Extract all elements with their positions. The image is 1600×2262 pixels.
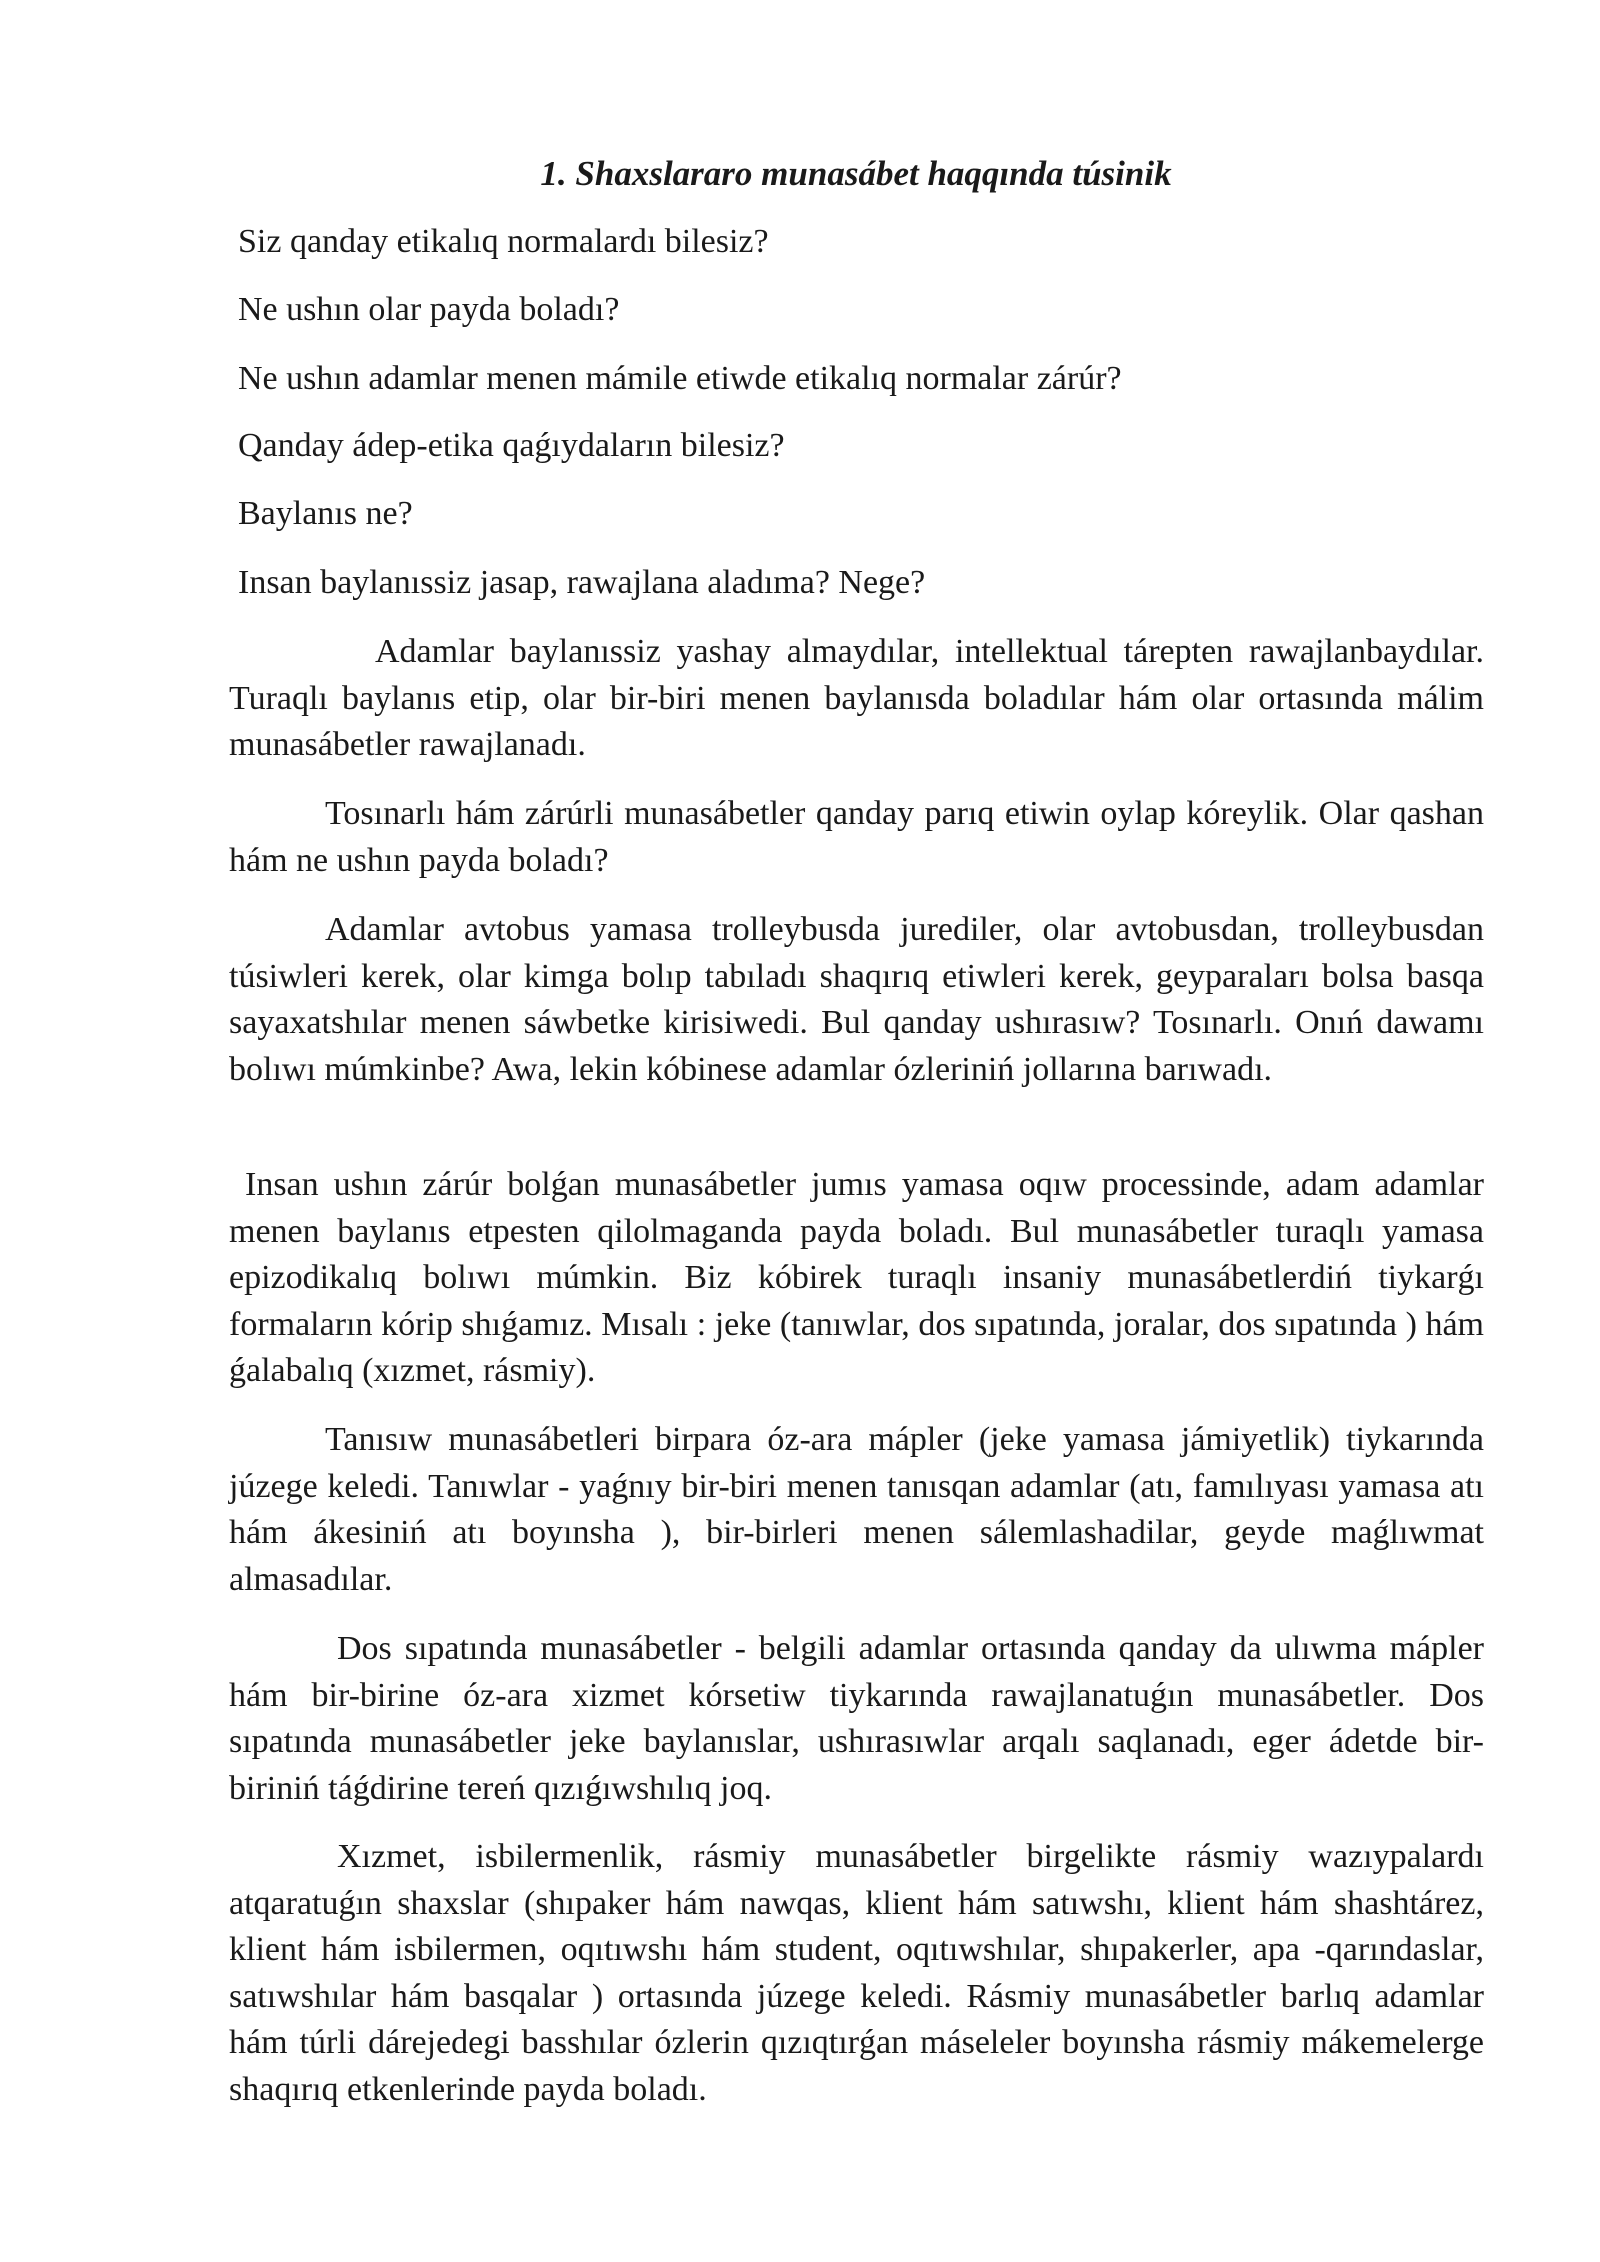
question-3: Ne ushın adamlar menen mámile etiwde etikalıq normalar zárúr?: [238, 360, 1122, 397]
section-title: 1. Shaxslararo munasábet haqqında túsinik: [540, 154, 1172, 193]
question-2: Ne ushın olar payda boladı?: [238, 291, 620, 328]
paragraph-4: Insan ushın zárúr bolǵan munasábetler jumıs yamasa oqıw processinde, adam adamlar menen baylanıs etpesten qilolmaganda payda boladı. Bul munasábetler turaqlı yamasa epizodikalıq bolıwı múmkin. Biz kóbirek turaqlı insaniy munasábetlerdiń tiykarǵı formaların kórip shıǵamız. Mısalı : jeke (tanıwlar, dos sıpatında, joralar, dos sıpatında ) hám ǵalabalıq (xızmet, rásmiy).: [229, 1166, 1484, 1389]
paragraph-2: Tosınarlı hám zárúrli munasábetler qanday parıq etiwin oylap kóreylik. Olar qashan hám ne ushın payda boladı?: [229, 795, 1484, 879]
paragraph-3: Adamlar avtobus yamasa trolleybusda jurediler, olar avtobusdan, trolleybusdan túsiwleri kerek, olar kimga bolıp tabıladı shaqırıq etiwleri kerek, geyparaları bolsa basqa sayaxatshılar menen sáwbetke kirisiwedi. Bul qanday ushırasıw? Tosınarlı. Onıń dawamı bolıwı múmkinbe? Awa, lekin kóbinese adamlar ózleriniń jollarına barıwadı.: [229, 911, 1484, 1088]
question-6: Insan baylanıssiz jasap, rawajlana aladıma? Nege?: [238, 564, 926, 601]
paragraph-5: Tanısıw munasábetleri birpara óz-ara mápler (jeke yamasa jámiyetlik) tiykarında júzege keledi. Tanıwlar - yaǵnıy bir-biri menen tanısqan adamlar (atı, famılıyası yamasa atı hám ákesiniń atı boyınsha ), bir-birleri menen sálemlashadilar, geyde maǵlıwmat almasadılar.: [229, 1421, 1484, 1598]
question-4: Qanday ádep-etika qaǵıydaların bilesiz?: [238, 427, 785, 464]
paragraph-7: Xızmet, isbilermenlik, rásmiy munasábetler birgelikte rásmiy wazıypalardı atqaratuǵın shaxslar (shıpaker hám nawqas, klient hám satıwshı, klient hám shashtárez, klient hám isbilermen, oqıtıwshı hám student, oqıtıwshılar, shıpakerler, apa -qarındaslar, satıwshılar hám basqalar ) ortasında júzege keledi. Rásmiy munasábetler barlıq adamlar hám túrli dárejedegi basshılar ózlerin qızıqtırǵan máseleler boyınsha rásmiy mákemelerge shaqırıq etkenlerinde payda boladı.: [229, 1838, 1484, 2108]
paragraph-1: Adamlar baylanıssiz yashay almaydılar, intellektual tárepten rawajlanbaydılar. Turaqlı baylanıs etip, olar bir-biri menen baylanısda boladılar hám olar ortasında málim munasábetler rawajlanadı.: [229, 633, 1484, 763]
question-5: Baylanıs ne?: [238, 495, 413, 532]
paragraph-6: Dos sıpatında munasábetler - belgili adamlar ortasında qanday da ulıwma mápler hám bir-birine óz-ara xizmet kórsetiw tiykarında rawajlanatuǵın munasábetler. Dos sıpatında munasábetler jeke baylanıslar, ushırasıwlar arqalı saqlanadı, eger ádetde bir-biriniń táǵdirine tereń qızıǵıwshılıq joq.: [229, 1630, 1484, 1807]
question-1: Siz qanday etikalıq normalardı bilesiz?: [238, 223, 769, 260]
